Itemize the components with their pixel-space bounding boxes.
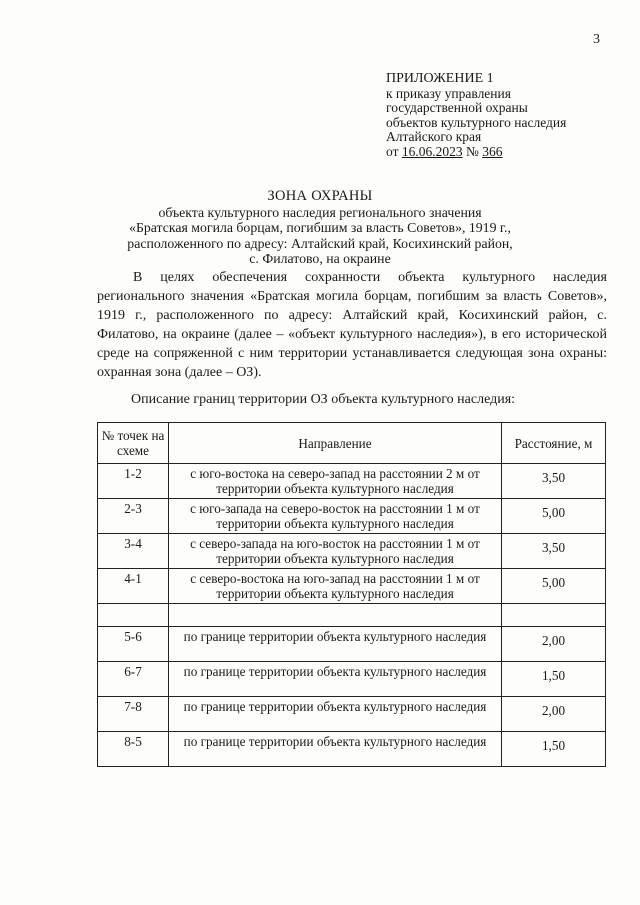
cell-points: 4-1 <box>98 569 169 604</box>
cell-distance <box>502 627 606 662</box>
cell-direction: с северо-запада на юго-восток на расстоянии 1 м от территории объекта культурного наследия <box>169 534 502 569</box>
distance-value: 1,50 <box>541 738 566 753</box>
table-row <box>98 534 606 569</box>
table-row-blank <box>98 604 606 627</box>
distance-value: 3,50 <box>541 540 566 555</box>
cell-distance <box>502 464 606 499</box>
annex-title: ПРИЛОЖЕНИЕ 1 <box>386 71 494 86</box>
document-heading <box>0 189 640 267</box>
number-prefix: № <box>462 143 483 159</box>
cell-direction: с юго-востока на северо-запад на расстоянии 2 м от территории объекта культурного наследия <box>169 464 502 499</box>
distance-value: 2,00 <box>541 633 566 648</box>
cell-direction: по границе территории объекта культурного наследия <box>169 627 502 662</box>
cell-points: 6-7 <box>98 662 169 697</box>
annex-line: Алтайского края <box>386 129 482 144</box>
table-caption: Описание границ территории ОЗ объекта культурного наследия: <box>131 392 516 407</box>
distance-value: 1,50 <box>541 668 566 683</box>
distance-value: 3,50 <box>541 470 566 485</box>
annex-line: к приказу управления <box>386 85 511 101</box>
cell-points <box>98 604 169 627</box>
date-prefix: от <box>386 143 402 159</box>
annex-line: государственной охраны <box>386 100 528 115</box>
cell-distance <box>502 534 606 569</box>
annex-date-line <box>386 145 566 160</box>
header-direction: Направление <box>169 423 502 464</box>
table-row <box>98 697 606 732</box>
heading-line: с. Филатово, на окраине <box>249 251 391 266</box>
cell-distance <box>502 604 606 627</box>
cell-points: 5-6 <box>98 627 169 662</box>
annex-line: объектов культурного наследия <box>386 114 567 130</box>
distance-value: 5,00 <box>541 505 566 520</box>
cell-points: 1-2 <box>98 464 169 499</box>
cell-direction: по границе территории объекта культурного наследия <box>169 697 502 732</box>
intro-paragraph: В целях обеспечения сохранности объекта культурного наследия регионального значения «Братская могила борцам, погибшим за власть Советов», 1919 г., расположенного по адресу: Алтайский край, Косихинский район, с. Филатово, на окраине (далее – «объект культурного наследия»), в его исторической среде на сопряженной с ним территории устанавливается следующая зона охраны: охранная зона (далее – ОЗ). <box>97 270 607 380</box>
cell-points: 8-5 <box>98 732 169 767</box>
cell-distance <box>502 662 606 697</box>
order-number: 366 <box>482 143 503 159</box>
header-points: № точек на схеме <box>98 423 169 464</box>
page-number: 3 <box>593 32 600 47</box>
cell-distance <box>502 499 606 534</box>
table-row <box>98 627 606 662</box>
order-date: 16.06.2023 <box>401 143 463 159</box>
cell-points: 7-8 <box>98 697 169 732</box>
table-row <box>98 732 606 767</box>
table-row <box>98 499 606 534</box>
cell-distance <box>502 732 606 767</box>
boundary-table <box>97 422 606 767</box>
heading-line: расположенного по адресу: Алтайский край, Косихинский район, <box>127 235 513 251</box>
cell-distance <box>502 569 606 604</box>
cell-points: 2-3 <box>98 499 169 534</box>
table-header-row <box>98 423 606 464</box>
cell-direction: с северо-востока на юго-запад на расстоянии 1 м от территории объекта культурного наследия <box>169 569 502 604</box>
table-row <box>98 464 606 499</box>
cell-direction: с юго-запада на северо-восток на расстоянии 1 м от территории объекта культурного наследия <box>169 499 502 534</box>
cell-distance <box>502 697 606 732</box>
cell-points: 3-4 <box>98 534 169 569</box>
cell-direction: по границе территории объекта культурного наследия <box>169 662 502 697</box>
heading-line: «Братская могила борцам, погибшим за власть Советов», 1919 г., <box>129 220 511 235</box>
cell-direction <box>169 604 502 627</box>
heading-line: объекта культурного наследия регионального значения <box>158 204 482 220</box>
table-row <box>98 662 606 697</box>
document-title: ЗОНА ОХРАНЫ <box>267 188 373 204</box>
header-distance: Расстояние, м <box>502 423 606 464</box>
table-row <box>98 569 606 604</box>
distance-value: 2,00 <box>541 703 566 718</box>
cell-direction: по границе территории объекта культурного наследия <box>169 732 502 767</box>
distance-value: 5,00 <box>541 575 566 590</box>
annex-block <box>386 72 566 159</box>
